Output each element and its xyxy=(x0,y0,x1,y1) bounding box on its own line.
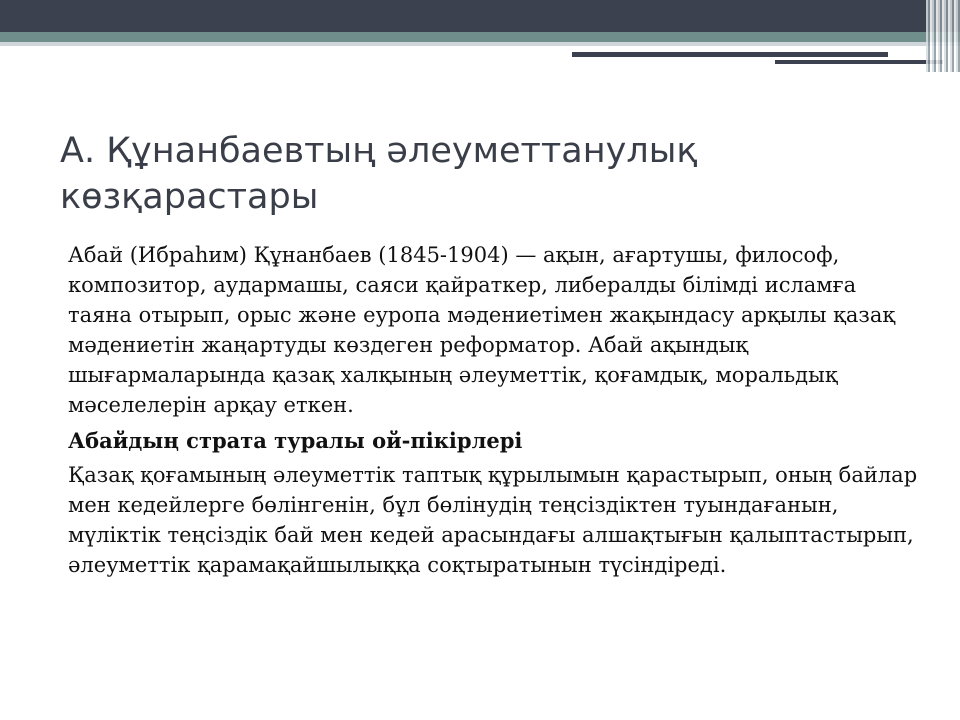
body-paragraph: Қазақ қоғамының әлеуметтік таптық құрылымын қарастырып, оның байлар мен кедейлерге бөлінгенін, бұл бөлінудің теңсіздіктен туындағанын, мүліктік теңсіздік бай мен кедей арасындағы алшақтығын қалыптастырып, әлеуметтік қарамақайшылыққа соқтыратынын түсіндіреді. xyxy=(68,463,918,577)
body-paragraph: Абай (Ибраһим) Құнанбаев (1845-1904) — ақын, ағартушы, философ, композитор, аудармашы, саяси қайраткер, либералды білімді исламға таяна отырып, орыс және еуропа мәдениетімен жақындасу арқылы қазақ мәдениетін жаңартуды көздеген реформатор. Абай ақындық шығармаларында қазақ халқының әлеуметтік, қоғамдық, моральдық мәселелерін арқау еткен. xyxy=(68,243,896,417)
header-light-line xyxy=(0,42,960,46)
section-heading: Абайдың страта туралы ой-пікірлері xyxy=(68,428,523,453)
decorative-bar xyxy=(775,60,943,64)
decorative-bar xyxy=(572,52,888,57)
slide-body xyxy=(68,240,918,580)
header-band xyxy=(0,0,960,32)
header-accent-line xyxy=(0,32,960,42)
slide-title: А. Құнанбаевтың әлеуметтанулық көзқарастары xyxy=(60,131,698,217)
decorative-stripes xyxy=(926,0,960,72)
